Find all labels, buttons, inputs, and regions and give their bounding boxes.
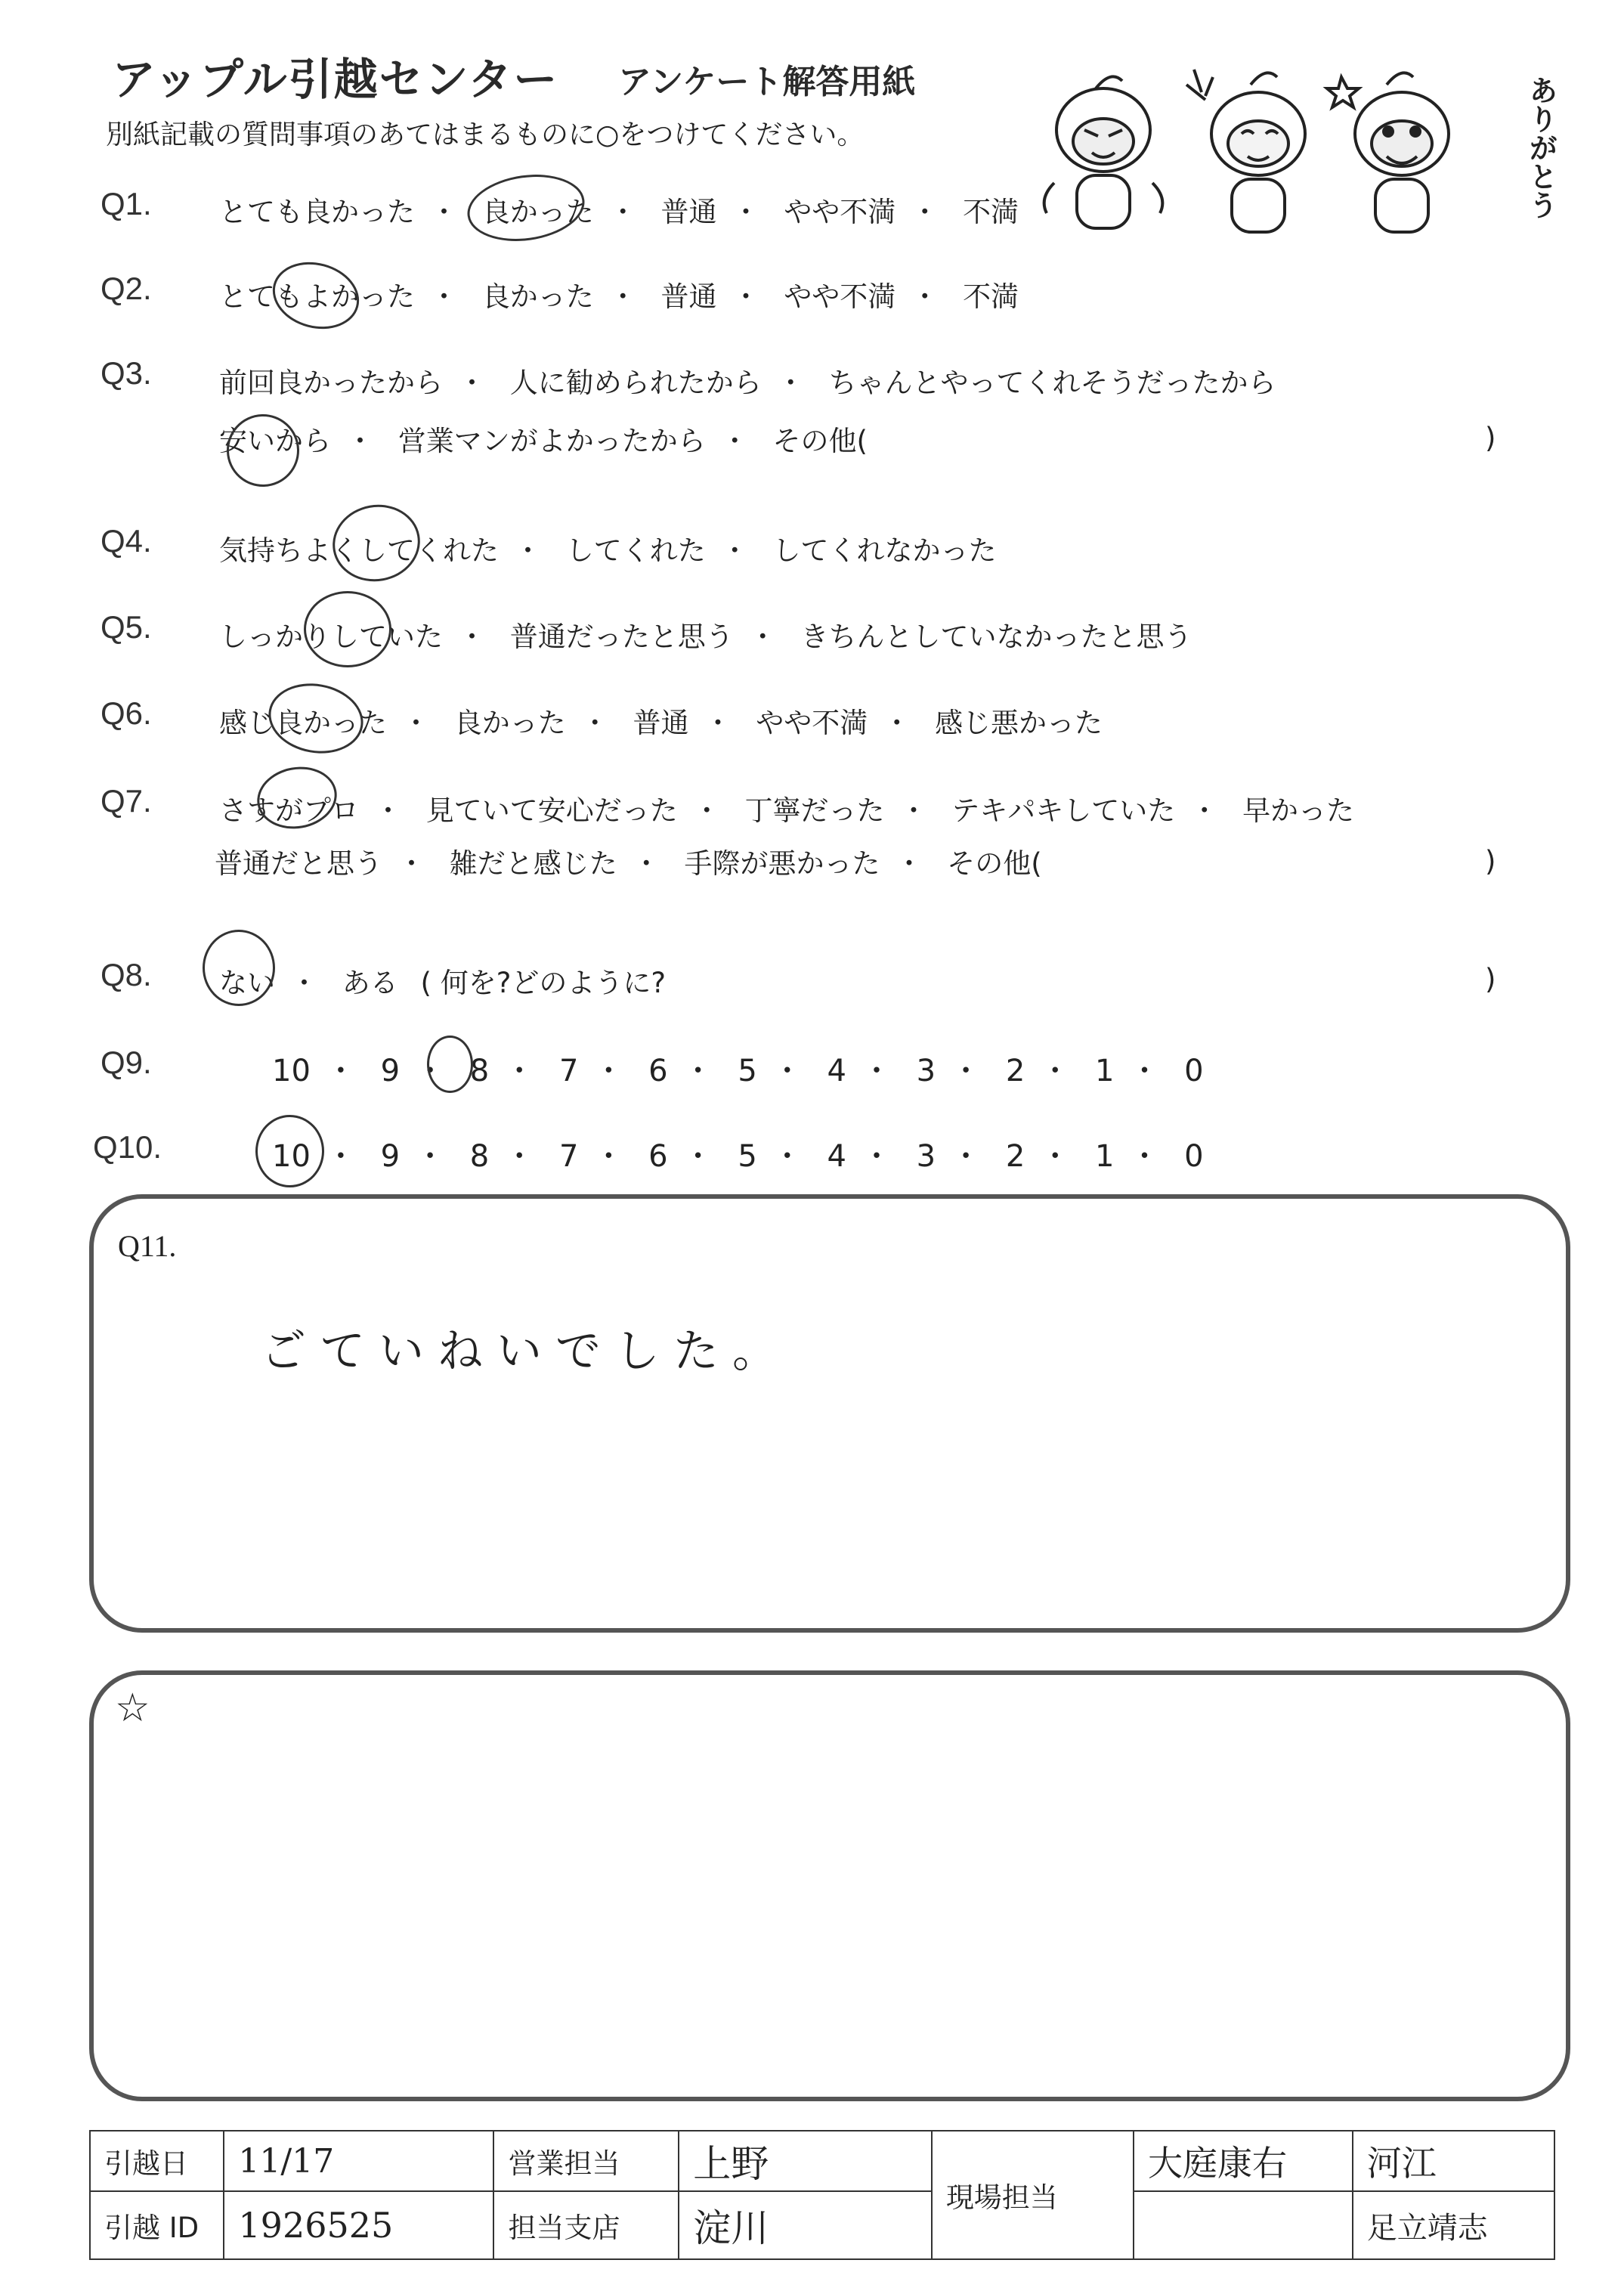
q6-option[interactable]: やや不満 (756, 707, 868, 739)
sales-value: 上野 (679, 2131, 932, 2191)
q9-score[interactable]: 0 (1184, 1054, 1204, 1088)
q5-label: Q5. (101, 609, 152, 645)
sales-label: 営業担当 (493, 2131, 679, 2191)
q1-option[interactable]: やや不満 (784, 196, 896, 228)
q3-option[interactable]: 営業マンがよかったから (397, 425, 706, 457)
q10-score[interactable]: 8 (469, 1139, 490, 1174)
q10-score[interactable]: 9 (380, 1139, 401, 1174)
q5-option[interactable]: 普通だったと思う (509, 621, 734, 653)
move-date-value: 11/17 (224, 2131, 493, 2191)
q6-option-selected[interactable]: 感じ良かった (219, 707, 387, 739)
company-title: アップル引越センター (112, 54, 559, 105)
q4-options: 気持ちよくしてくれた ・ してくれた ・ してくれなかった (219, 534, 997, 567)
q4-option[interactable]: してくれた (565, 534, 706, 567)
site-staff-1: 大庭康右 (1134, 2131, 1353, 2191)
q8-options: ない ・ ある ( 何を?どのように? (219, 967, 667, 999)
q2-option[interactable]: やや不満 (784, 280, 896, 313)
q9-score[interactable]: 5 (738, 1054, 757, 1088)
q2-options: とてもよかった ・ 良かった ・ 普通 ・ やや不満 ・ 不満 (219, 280, 1019, 313)
site-staff-empty (1134, 2191, 1353, 2259)
q3-label: Q3. (101, 355, 152, 391)
q10-score[interactable]: 5 (738, 1139, 757, 1174)
q7-option[interactable]: 普通だと思う (215, 847, 382, 880)
q2-label: Q2. (101, 271, 152, 306)
q7-option[interactable]: 見ていて安心だった (425, 794, 678, 827)
q3-option[interactable]: 人に勧められたから (509, 367, 762, 399)
q9-score[interactable]: 6 (648, 1054, 668, 1088)
q9-score[interactable]: 2 (1005, 1054, 1025, 1088)
q6-option[interactable]: 感じ悪かった (935, 707, 1103, 739)
q2-option-selected[interactable]: とてもよかった (219, 280, 415, 313)
q3-line1: 前回良かったから ・ 人に勧められたから ・ ちゃんとやってくれそうだったから (219, 367, 1276, 399)
q10-score-selected[interactable]: 10 (272, 1139, 311, 1174)
extra-comment-box[interactable] (89, 1670, 1570, 2101)
q7-line1: さすがプロ ・ 見ていて安心だった ・ 丁寧だった ・ テキパキしていた ・ 早かった (219, 794, 1355, 827)
q2-option[interactable]: 普通 (660, 280, 717, 313)
q10-scale: 10 ・ 9 ・ 8 ・ 7 ・ 6 ・ 5 ・ 4 ・ 3 ・ 2 ・ 1 ・ 0 (272, 1139, 1204, 1174)
q1-option[interactable]: 普通 (660, 196, 717, 228)
q9-score[interactable]: 7 (558, 1054, 579, 1088)
q4-option-selected[interactable]: 気持ちよくしてくれた (219, 534, 499, 567)
branch-label: 担当支店 (493, 2191, 679, 2259)
move-id-value: 1926525 (224, 2191, 493, 2259)
q10-score[interactable]: 7 (558, 1139, 579, 1174)
q3-option[interactable]: ちゃんとやってくれそうだったから (828, 367, 1276, 399)
q5-option[interactable]: きちんとしていなかったと思う (800, 621, 1192, 653)
q6-label: Q6. (101, 695, 152, 731)
q7-paren-close: ) (1485, 845, 1496, 878)
q1-option-selected[interactable]: 良かった (481, 196, 594, 228)
q8-option-selected[interactable]: ない (219, 967, 275, 999)
q2-option[interactable]: 良かった (481, 280, 594, 313)
q1-option[interactable]: とても良かった (219, 196, 415, 228)
q6-options: 感じ良かった ・ 良かった ・ 普通 ・ やや不満 ・ 感じ悪かった (219, 707, 1103, 739)
q9-label: Q9. (101, 1045, 152, 1080)
q5-option-selected[interactable]: しっかりしていた (219, 621, 443, 653)
q10-score[interactable]: 3 (916, 1139, 936, 1174)
q9-score[interactable]: 4 (827, 1054, 846, 1088)
q1-label: Q1. (101, 186, 152, 221)
q7-line2: 普通だと思う ・ 雑だと感じた ・ 手際が悪かった ・ その他( (215, 847, 1042, 880)
instruction-text: 別紙記載の質問事項のあてはまるものに○をつけてください。 (106, 119, 865, 150)
q8-option[interactable]: ある (342, 967, 398, 999)
site-label: 現場担当 (932, 2131, 1134, 2259)
q10-score[interactable]: 6 (648, 1139, 668, 1174)
q7-option-other[interactable]: その他( (947, 847, 1042, 880)
mascot-monkeys-icon (1024, 54, 1553, 259)
star-icon: ☆ (115, 1686, 150, 1731)
q9-score[interactable]: 10 (272, 1054, 311, 1088)
q6-option[interactable]: 良かった (453, 707, 566, 739)
q7-option-selected[interactable]: さすがプロ (219, 794, 359, 827)
q10-label: Q10. (93, 1129, 162, 1165)
q10-score[interactable]: 0 (1184, 1139, 1204, 1174)
q9-score-selected[interactable]: 8 (469, 1054, 490, 1088)
q9-score[interactable]: 1 (1095, 1054, 1115, 1088)
q3-line2: 安いから ・ 営業マンがよかったから ・ その他( (219, 425, 868, 457)
q7-label: Q7. (101, 783, 152, 819)
move-date-label: 引越日 (90, 2131, 224, 2191)
site-staff-3: 足立靖志 (1353, 2191, 1554, 2259)
q5-options: しっかりしていた ・ 普通だったと思う ・ きちんとしていなかったと思う (219, 621, 1192, 653)
q3-option-selected[interactable]: 安いから (219, 425, 331, 457)
q1-options: とても良かった ・ 良かった ・ 普通 ・ やや不満 ・ 不満 (219, 196, 1019, 228)
q11-handwritten-answer: ごていねいでした。 (261, 1325, 791, 1378)
footer-info-table (89, 2130, 1555, 2260)
q7-option[interactable]: 早かった (1242, 794, 1355, 827)
q11-comment-box[interactable] (89, 1194, 1570, 1633)
q10-score[interactable]: 1 (1095, 1139, 1115, 1174)
q7-option[interactable]: 雑だと感じた (449, 847, 617, 880)
branch-value: 淀川 (679, 2191, 932, 2259)
q7-option[interactable]: テキパキしていた (951, 794, 1176, 827)
q3-paren-close: ) (1485, 422, 1496, 454)
q8-paren-close: ) (1485, 963, 1496, 995)
q4-option[interactable]: してくれなかった (772, 534, 997, 567)
move-id-label: 引越 ID (90, 2191, 224, 2259)
site-staff-2: 河江 (1353, 2131, 1554, 2191)
q9-scale: 10 ・ 9 ・ 8 ・ 7 ・ 6 ・ 5 ・ 4 ・ 3 ・ 2 ・ 1 ・ 0 (272, 1054, 1204, 1088)
q6-option[interactable]: 普通 (633, 707, 689, 739)
q8-label: Q8. (101, 957, 152, 992)
q8-paren-prompt: ( 何を?どのように? (420, 967, 667, 999)
mascot-thanks-text: ありがとう (1524, 76, 1557, 219)
q10-score[interactable]: 2 (1005, 1139, 1025, 1174)
q11-label: Q11. (118, 1229, 177, 1263)
q1-option[interactable]: 不満 (963, 196, 1019, 228)
form-subtitle: アンケート解答用紙 (618, 63, 916, 101)
q3-option-other[interactable]: その他( (772, 425, 868, 457)
q3-option[interactable]: 前回良かったから (219, 367, 443, 399)
q9-score[interactable]: 3 (916, 1054, 936, 1088)
q9-score[interactable]: 9 (380, 1054, 401, 1088)
q4-label: Q4. (101, 523, 152, 559)
q7-option[interactable]: 丁寧だった (744, 794, 885, 827)
q10-score[interactable]: 4 (827, 1139, 846, 1174)
q2-option[interactable]: 不満 (963, 280, 1019, 313)
q7-option[interactable]: 手際が悪かった (684, 847, 880, 880)
